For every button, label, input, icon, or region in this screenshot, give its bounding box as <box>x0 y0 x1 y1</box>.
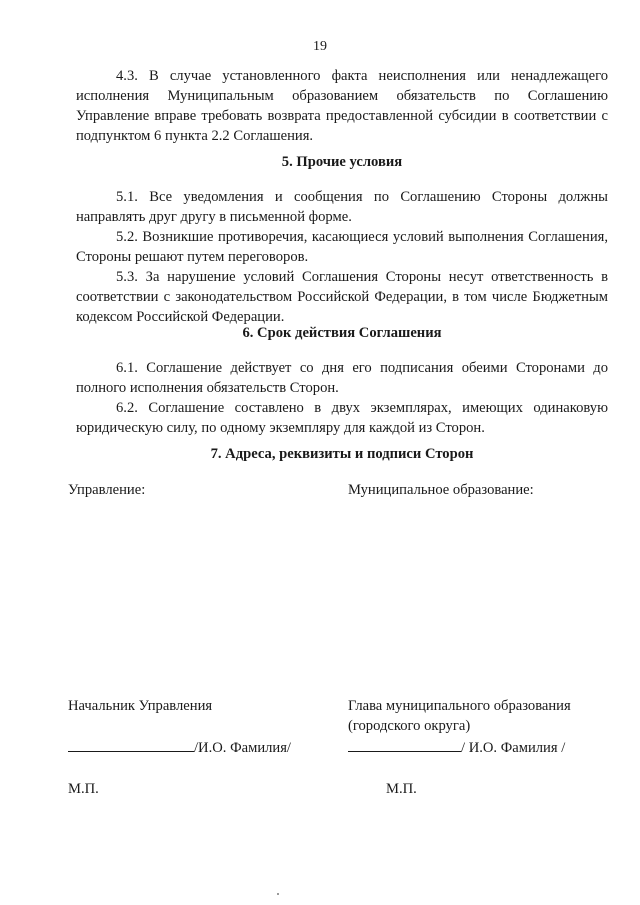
paragraph-6-2: 6.2. Соглашение составлено в двух экземплярах, имеющих одинаковую юридическую силу, по одному экземпляру для каждой из Сторон. <box>76 400 608 436</box>
section-6-body <box>76 358 608 438</box>
paragraph-5-1: 5.1. Все уведомления и сообщения по Соглашению Стороны должны направлять друг другу в письменной форме. <box>76 189 608 225</box>
scan-dot <box>277 893 279 895</box>
paragraph-5-2: 5.2. Возникшие противоречия, касающиеся условий выполнения Соглашения, Стороны решают путем переговоров. <box>76 229 608 265</box>
left-signature-blank <box>68 737 194 752</box>
right-signature-blank <box>348 737 461 752</box>
paragraph-4-3: 4.3. В случае установленного факта неисполнения или ненадлежащего исполнения Муниципальным образованием обязательств по Соглашению Управление вправе требовать возврата предоставленной субсидии в соответствии с подпунктом 6 пункта 2.2 Соглашения. <box>76 68 608 144</box>
left-signature-line <box>68 737 291 758</box>
right-signature-line <box>348 737 565 758</box>
right-party-label: Муниципальное образование: <box>348 482 534 498</box>
left-position-label: Начальник Управления <box>68 698 213 714</box>
left-party-label: Управление: <box>68 482 146 498</box>
section-6-heading: 6. Срок действия Соглашения <box>242 325 442 341</box>
right-signature-name: / И.О. Фамилия / <box>461 740 566 756</box>
page-number: 19 <box>313 39 327 54</box>
left-signature-name: /И.О. Фамилия/ <box>194 740 291 756</box>
section-5-heading: 5. Прочие условия <box>281 154 403 170</box>
right-position-label-line2: (городского округа) <box>348 718 471 734</box>
section-4-body <box>76 66 608 146</box>
paragraph-6-1: 6.1. Соглашение действует со дня его подписания обеими Сторонами до полного исполнения обязательств Сторон. <box>76 360 608 396</box>
right-stamp-label: М.П. <box>386 781 417 797</box>
section-5-body <box>76 187 608 327</box>
left-stamp-label: М.П. <box>68 781 99 797</box>
right-position-label-line1: Глава муниципального образования <box>348 698 571 714</box>
paragraph-5-3: 5.3. За нарушение условий Соглашения Стороны несут ответственность в соответствии с законодательством Российской Федерации, в том числе Бюджетным кодексом Российской Федерации. <box>76 269 608 325</box>
section-7-heading: 7. Адреса, реквизиты и подписи Сторон <box>210 446 474 462</box>
